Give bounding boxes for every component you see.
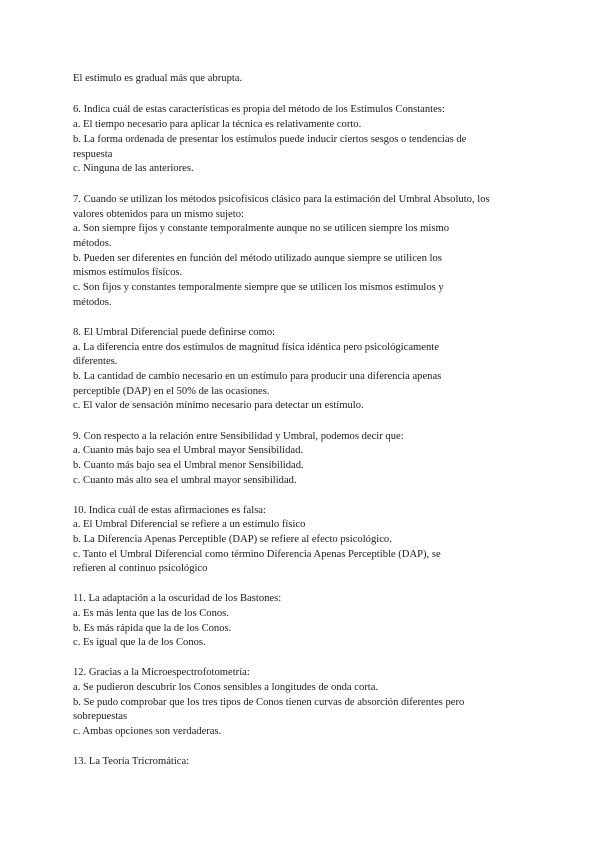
option-line: b. La Diferencia Apenas Perceptible (DAP) se refiere al efecto psicológico. [73, 534, 392, 545]
text-line: El estimulo es gradual más que abrupta. [73, 73, 243, 84]
option-line: b. Cuanto más bajo sea el Umbral menor Sensibilidad. [73, 460, 304, 471]
option-line: c. Tanto el Umbral Diferencial como término Diferencia Apenas Perceptible (DAP), se [73, 549, 441, 560]
option-line: a. Cuanto más bajo sea el Umbral mayor Sensibilidad. [73, 445, 304, 456]
text-line: métodos. [73, 238, 112, 249]
option-line: b. La forma ordenada de presentar los estímulos puede inducir ciertos sesgos o tendencias de [73, 134, 467, 145]
option-line: b. La cantidad de cambio necesario en un estímulo para producir una diferencia apenas [73, 371, 442, 382]
option-line: c. Ambas opciones son verdaderas. [73, 726, 222, 737]
text-line: mismos estímulos físicos. [73, 267, 183, 278]
option-line: a. Son siempre fijos y constante temporalmente aunque no se utilicen siempre los mismo [73, 223, 449, 234]
question-9: 9. Con respecto a la relación entre Sensibilidad y Umbral, podemos decir que: [73, 431, 404, 442]
option-line: b. Se pudo comprobar que los tres tipos de Conos tienen curvas de absorción diferentes pero [73, 697, 465, 708]
question-6: 6. Indica cuál de estas características es propia del método de los Estímulos Constantes: [73, 104, 445, 115]
text-line: perceptible (DAP) en el 50% de las ocasiones. [73, 386, 270, 397]
text-line: diferentes. [73, 356, 118, 367]
text-line: valores obtenidos para un mismo sujeto: [73, 209, 244, 220]
option-line: b. Pueden ser diferentes en función del método utilizado aunque siempre se utilicen los [73, 253, 442, 264]
text-line: métodos. [73, 297, 112, 308]
option-line: a. Es más lenta que las de los Conos. [73, 608, 229, 619]
option-line: b. Es más rápida que la de los Conos. [73, 623, 232, 634]
question-11: 11. La adaptación a la oscuridad de los Bastones: [73, 593, 282, 604]
option-line: c. El valor de sensación mínimo necesario para detectar un estímulo. [73, 400, 364, 411]
question-8: 8. El Umbral Diferencial puede definirse como: [73, 327, 276, 338]
text-line: refieren al continuo psicológico [73, 563, 208, 574]
question-7: 7. Cuando se utilizan los métodos psicofísicos clásico para la estimación del Umbral Absoluto, los [73, 194, 490, 205]
question-13: 13. La Teoría Tricromática: [73, 756, 190, 767]
option-line: c. Cuanto más alto sea el umbral mayor sensibilidad. [73, 475, 297, 486]
text-line: respuesta [73, 149, 113, 160]
question-10: 10. Indica cuál de estas afirmaciones es falsa: [73, 505, 266, 516]
option-line: a. El tiempo necesario para aplicar la técnica es relativamente corto. [73, 119, 362, 130]
option-line: a. El Umbral Diferencial se refiere a un estímulo físico [73, 519, 306, 530]
option-line: c. Son fijos y constantes temporalmente siempre que se utilicen los mismos estímulos y [73, 282, 444, 293]
question-12: 12. Gracias a la Microespectrofotometría: [73, 667, 250, 678]
option-line: a. Se pudieron descubrir los Conos sensibles a longitudes de onda corta. [73, 682, 379, 693]
option-line: c. Ninguna de las anteriores. [73, 163, 194, 174]
option-line: c. Es igual que la de los Conos. [73, 637, 206, 648]
option-line: a. La diferencia entre dos estímulos de magnitud física idéntica pero psicológicamente [73, 342, 439, 353]
text-line: sobrepuestas [73, 711, 128, 722]
